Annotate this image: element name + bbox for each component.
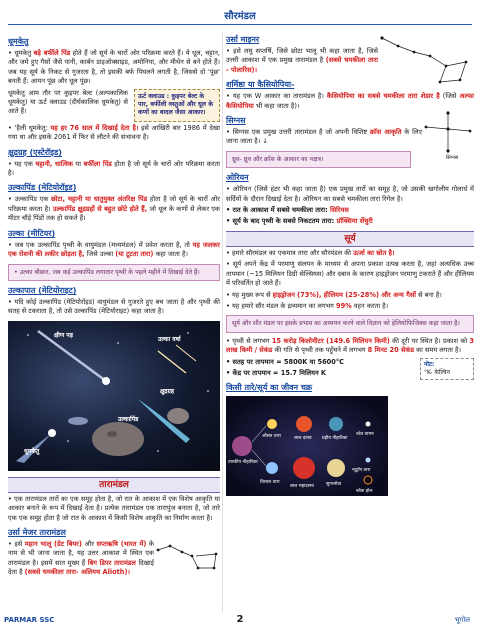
sun-bar: सूर्य bbox=[226, 231, 474, 247]
cygnus-diagram-label: सिग्नस bbox=[446, 155, 459, 162]
meteorite-paragraph: • यदि कोई उल्कापिंड (मेटियोरॉइड) वायुमंडल से गुजरते हुए बच जाता है और पृथ्वी की सतह से टकराता है, तो उसे उल्कापिंड (मेटियोराइट) कहा जाता है। bbox=[8, 297, 220, 316]
orion-heading: ओरियन bbox=[226, 173, 249, 183]
nearest-star-line: • सूर्य के बाद पृथ्वी के सबसे निकटतम तारा: प्रॉक्सिमा सेंचुरी bbox=[226, 217, 373, 226]
footer-subject: भूगोल bbox=[454, 616, 470, 624]
footer-brand: PARMAR SSC bbox=[4, 616, 55, 624]
comet-label: धूमकेतु bbox=[24, 447, 40, 455]
red-supergiant-label: लाल महादानव bbox=[290, 484, 314, 490]
massive-star-label: विशाल तारा bbox=[260, 480, 280, 486]
halley-comet-paragraph: • 'हैली धूमकेतु: यह हर 76 साल में दिखाई देता है। इसे आखिरी बार 1986 में देखा गया था और इसके 2061 में फिर से लौटने की संभावना है। bbox=[8, 123, 221, 142]
asteroid-label: क्षुद्रग्रह bbox=[160, 387, 175, 395]
constellation-paragraph: • एक तारामंडल तारों का एक समूह होता है, जो रात के आकाश में एक विशेष आकृति या आकार बनाने के रूप में दिखाई देता है। प्रत्येक तारामंडल एक तारापुंज बनाता है, जो तारे एक एक समूह होता है जो रात के आकाश में किसी विशेष आकृति का निर्माण करता है। bbox=[8, 494, 220, 522]
sun-paragraph-3: • यह मुख्य रूप से हाइड्रोजन (73%), हीलियम (25-28%) और अन्य गैसों से बना है। bbox=[226, 290, 442, 299]
sun-paragraph-2: • सूर्य अपने केंद्र में परमाणु संलयन के माध्यम से अपना प्रकाश उत्पन्न करता है, जहां अत्यधिक उच्च तापमान (~15 मिलियन डिग्री सेल्सियस) और दबाव के कारण हाइड्रोजन परमाणु टकराते हैं और हीलियम में परिवर्तित हो जाते हैं। bbox=[226, 260, 474, 288]
planetary-nebula-label: ग्रहीय नीहारिका bbox=[322, 436, 348, 442]
header-divider bbox=[8, 24, 472, 25]
comet-paragraph-1: • धूमकेतु बड़े बर्फीले पिंड होते हैं जो सूर्य के चारों ओर परिक्रमा करते हैं। ये धूल, चट्टान, और जमे हुए गैसों जैसे पानी, कार्बन डाइऑक्साइड, अमोनिया, और मीथेन से बने होते हैं। जब यह सूर्य के निकट से गुजरता है, तो इसकी बर्फ पिघलने लगती है, जिससे दो 'पूंछ' बनती हैं: आयन पूंछ और धूल पूंछ। bbox=[8, 49, 220, 86]
average-star-label: औसत तारा bbox=[262, 434, 281, 440]
right-column bbox=[226, 32, 474, 496]
meteoroid-paragraph: • उल्कापिंड एक छोटा, चट्टानी या धातुयुक्त अंतरिक्ष पिंड होता है जो सूर्य के चारों ओर परिक्रमा करता है। उल्कापिंड क्षुद्रग्रहों से बहुत छोटे होते हैं, जो धूल के कणों से लेकर एक मीटर चौड़े पिंडों तक हो सकते हैं। bbox=[8, 195, 220, 223]
big-dipper-diagram bbox=[154, 538, 220, 578]
meteor-shower-label: उल्का वर्षा bbox=[158, 335, 181, 343]
meteor-heading: उल्का (मीटियर) bbox=[8, 228, 56, 238]
cassiopeia-heading: शर्मिष्ठा या कैसियोपिया- bbox=[226, 80, 295, 90]
star-life-cycle-heading: किसी तारे/सूर्य का जीवन चक्र bbox=[226, 383, 313, 393]
meteor-paragraph: • जब एक उल्कापिंड पृथ्वी के वायुमंडल (मध्यमंडल) में प्रवेश करता है, तो यह जलकर एक रोशनी की लकीर छोड़ता है, जिसे उल्का (या टूटता तारा) कहा जाता है। bbox=[8, 240, 221, 259]
ursa-major-heading: उर्सा मेजर तारामंडल bbox=[8, 527, 66, 537]
surface-temperature: • सतह पर तापमान = 5800K या 5600°C bbox=[226, 357, 344, 366]
left-column bbox=[8, 32, 220, 578]
star-life-cycle-svg bbox=[226, 396, 388, 496]
constellation-bar: तारामंडल bbox=[8, 477, 220, 493]
stellar-nebula-label: तारकीय नीहारिका bbox=[228, 460, 258, 466]
white-dwarf-label: श्वेत वामन bbox=[356, 432, 374, 438]
black-hole-label: ब्लैक होल bbox=[356, 489, 373, 495]
space-objects-illustration bbox=[8, 321, 220, 471]
sun-paragraph-1: • हमारे सौरमंडल का एकमात्र तारा और सौरमंडल की ऊर्जा का स्रोत है। bbox=[226, 248, 395, 257]
page-footer bbox=[0, 614, 480, 628]
red-giant-label: लाल दानव bbox=[294, 436, 312, 442]
asteroid-paragraph: • यह एक चट्टानी, धात्विक या बर्फीला पिंड होता है जो सूर्य के चारों ओर परिक्रमा करता है। bbox=[8, 159, 221, 178]
comet-paragraph-2: धूमकेतु आम तौर पर कुइपर बेल्ट (अल्पकालिक धूमकेतु) या ऊर्ट क्लाउड (दीर्घकालिक धूमकेतु) से आते हैं। bbox=[8, 88, 128, 116]
cassiopeia-paragraph: • यह एक W आकार का तारामंडल है। कैसियोपिया का सबसे चमकीला तारा शेडार है (जिसे अल्फा कैसियोपिया भी कहा जाता है)। bbox=[226, 92, 474, 110]
ursa-minor-paragraph: • इसे लघु सप्तर्षि, जिसे छोटा भालू भी कहा जाता है, जिसे उत्तरी आकाश में एक प्रमुख तारामंडल है (सबसे चमकीला तारा - पोलारिस)। bbox=[226, 47, 378, 74]
core-temperature: • केंद्र पर तापमान = 15.7 मिलियन K bbox=[226, 368, 327, 377]
asteroid-heading: क्षुद्रग्रह (एस्टेरॉइड) bbox=[8, 147, 62, 157]
supernova-label: सुपरनोवा bbox=[326, 482, 342, 488]
page-number: 2 bbox=[236, 614, 244, 625]
page-title: सौरमंडल bbox=[224, 11, 256, 22]
meteoroid-heading: उल्कापिंड (मेटियोरॉइड) bbox=[8, 183, 77, 193]
neutron-star-label: न्यूट्रॉन तारा bbox=[352, 468, 371, 474]
oort-cloud-note: ऊर्ट क्लाउड : कुइपर बेल्ट के पार, बर्फीली वस्तुओं और धूल के कणों का बादल जैसा आकार। bbox=[134, 89, 220, 122]
orion-paragraph: • ओरियन (जिसे हंटर भी कहा जाता है) एक प्रमुख तारों का समूह है, जो उसकी खगोलीय गोलार्ध में सर्दियों के दौरान दिखाई देता है। ओरियन का सबसे चमकीला तारा रिगेल है। bbox=[226, 185, 474, 203]
ursa-minor-heading: उर्सा माइनर bbox=[226, 35, 260, 44]
kelvin-note bbox=[420, 358, 474, 380]
column-divider bbox=[222, 32, 223, 612]
space-objects-svg bbox=[8, 321, 220, 471]
page-header bbox=[0, 0, 480, 30]
meteor-label: क्षीण पड़ bbox=[54, 331, 73, 339]
cygnus-diagram bbox=[422, 111, 474, 161]
meteorite-heading: उल्कापात (मेटियोराइट) bbox=[8, 285, 77, 295]
brightest-star-line: • रात के आकाश में सबसे चमकीला तारा: सिरियस bbox=[226, 206, 349, 215]
sun-paragraph-5: • पृथ्वी से लगभग 15 करोड़ किलोमीटर (149.6 मिलियन किमी) की दूरी पर स्थित है। प्रकाश को 3 लाख किमी / सेकंड की गति से पृथ्वी तक पहुँचने में लगभग 8 मिनट 20 सेकंड का समय लगता है। bbox=[226, 336, 475, 355]
meteor-shower-box: • उल्का बौछार, जब कई उल्कापिंड लगातार पृथ्वी के पहले महीने में दिखाई देते हैं। bbox=[8, 264, 220, 281]
comet-heading: धूमकेतु bbox=[8, 37, 29, 46]
cygnus-paragraph: • सिग्नस एक प्रमुख उत्तरी तारामंडल है जो अपनी विशिष्ट क्रॉस आकृति के लिए जाना जाता है। ↓ bbox=[226, 128, 422, 146]
heliophysics-box: सूर्य और सौर मंडल पर इसके प्रभाव का अध्ययन करने वाले विज्ञान को हेलियोफिजिक्स कहा जाता है। bbox=[226, 315, 474, 332]
cygnus-note-box: ध्रुव- ध्रुव और क्रॉस के आकार का नक्षत्र। bbox=[226, 151, 411, 168]
sun-paragraph-4: • यह हमारे सौर मंडल के द्रव्यमान का लगभग 99% वहन करता है। bbox=[226, 301, 389, 310]
star-life-cycle-diagram bbox=[226, 396, 388, 496]
kelvin-note-text: °K- केल्विन bbox=[424, 368, 450, 376]
cygnus-heading: सिग्नस bbox=[226, 116, 246, 126]
kelvin-note-title: नोट: bbox=[424, 360, 435, 368]
meteoroid-label: उल्कापिंड bbox=[118, 415, 139, 423]
little-dipper-diagram bbox=[378, 32, 474, 88]
ursa-major-paragraph: • इसे महान भालू (ग्रेट बियर) और सप्तऋषि (भारत में) के नाम से भी जाना जाता है, यह उत्तर आकाश में स्थित एक तारामंडल है। इसमें सात मुख्य हैं बिग डिपर तारामंडल दिखाई देता है (सबसे चमकीला तारा- अलियथ Alioth)। bbox=[8, 539, 154, 577]
